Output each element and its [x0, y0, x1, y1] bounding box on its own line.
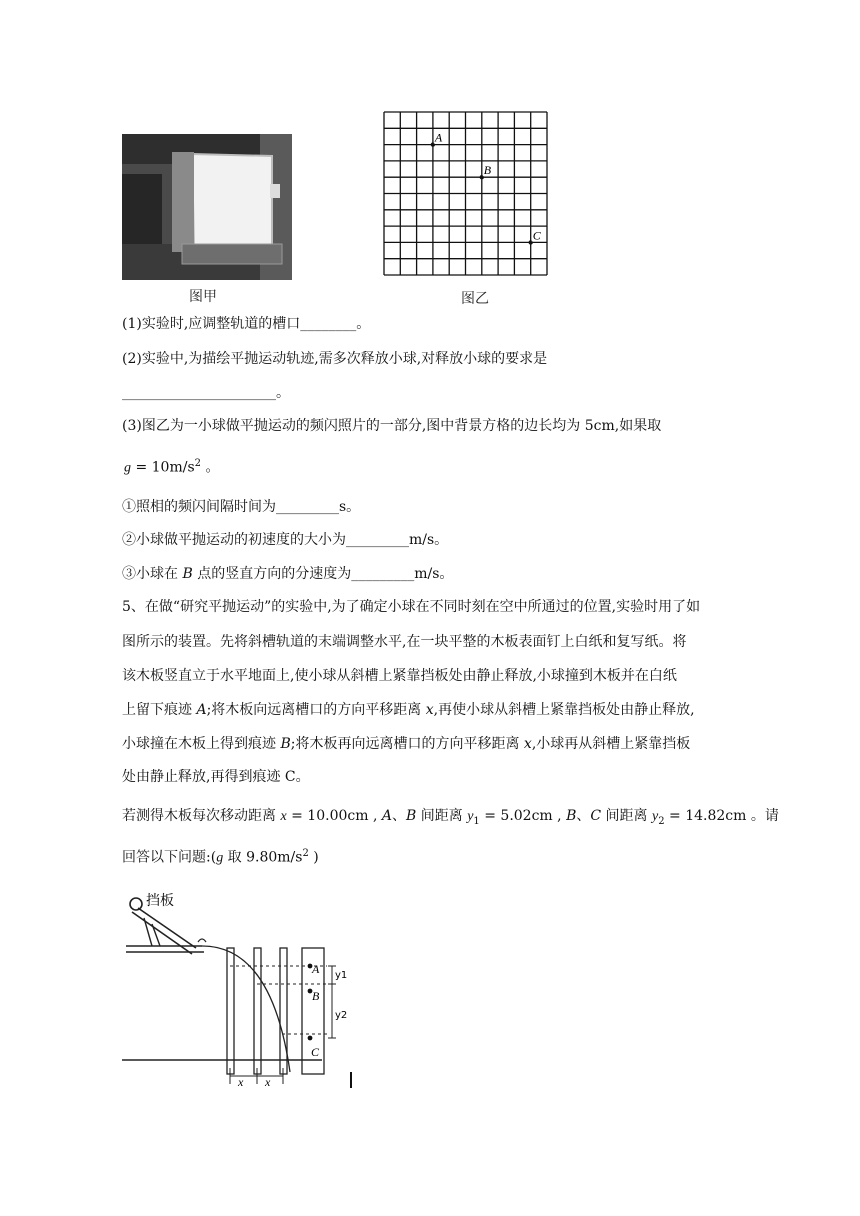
s3-post: 点的竖直方向的分速度为_________m/s。: [192, 566, 454, 582]
question-1: (1)实验时,应调整轨道的槽口________。: [122, 316, 371, 332]
r3: ): [308, 849, 319, 866]
p5-4b: A: [196, 702, 207, 718]
m6: 、: [576, 808, 591, 824]
g-exponent: 2: [194, 458, 201, 469]
r-g: g: [216, 850, 224, 866]
m-b2: B: [566, 808, 577, 824]
m8: = 14.82cm 。请: [664, 808, 779, 824]
text-cursor: [350, 1072, 352, 1088]
question-2-line-2: ______________________。: [122, 385, 290, 401]
m1: 若测得木板每次移动距离: [122, 808, 281, 824]
p5-5b: B: [280, 736, 291, 752]
answer-prompt-line: [122, 844, 319, 869]
sub-question-2: ②小球做平抛运动的初速度的大小为_________m/s。: [122, 532, 449, 548]
grid-label-a: A: [434, 130, 443, 145]
s3-pre: ③小球在: [122, 566, 183, 582]
m-y1: y: [467, 809, 474, 824]
m-b: B: [405, 808, 417, 824]
label-x1: x: [238, 1075, 244, 1089]
apparatus-diagram: [122, 880, 352, 1090]
m3: 、: [391, 808, 406, 824]
p5-5e: ,小球再从斜槽上紧靠挡板: [531, 736, 691, 752]
problem-5-line-2: 图所示的装置。先将斜槽轨道的末端调整水平,在一块平整的木板表面钉上白纸和复写纸。将: [122, 634, 687, 650]
problem-5-line-5: [122, 734, 690, 754]
p5-4e: ,再使小球从斜槽上紧靠挡板处由静止释放,: [433, 702, 695, 718]
question-3-line-1: (3)图乙为一小球做平抛运动的频闪照片的一部分,图中背景方格的边长均为 5cm,如果取: [122, 418, 662, 434]
trace-c-dot: [308, 1036, 313, 1041]
problem-5-line-3: 该木板竖直立于水平地面上,使小球从斜槽上紧靠挡板处由静止释放,小球撞到木板并在白纸: [122, 668, 677, 684]
g-symbol: g: [124, 460, 131, 476]
label-y1: y1: [335, 970, 348, 981]
m-c: C: [590, 808, 602, 824]
problem-5-line-1: 5、在做“研究平抛运动”的实验中,为了确定小球在不同时刻在空中所通过的位置,实验时用了如: [122, 599, 701, 615]
photo-caption: 图甲: [189, 289, 217, 305]
p5-5d: x: [523, 736, 532, 752]
baffle-label: 挡板: [146, 893, 174, 909]
p5-5c: ;将木板再向远离槽口的方向平移距离: [290, 736, 524, 752]
m4: 间距离: [416, 808, 468, 824]
question-2-line-1: (2)实验中,为描绘平抛运动轨迹,需多次释放小球,对释放小球的要求是: [122, 351, 548, 367]
grid-label-b: B: [483, 163, 492, 178]
m5: = 5.02cm ,: [479, 808, 567, 824]
m2: = 10.00cm ,: [286, 808, 382, 824]
m-y2-sub: 2: [658, 815, 665, 827]
g-value: = 10m/s: [131, 459, 195, 476]
apparatus-photo: [122, 134, 292, 280]
sub-question-1: ①照相的频闪间隔时间为_________s。: [122, 499, 361, 515]
problem-5-line-4: [122, 700, 695, 720]
label-c: C: [311, 1045, 320, 1059]
grid-caption: 图乙: [461, 291, 489, 307]
r2: 取 9.80m/s: [223, 849, 303, 866]
question-3-gravity: [124, 454, 219, 479]
r-exp: 2: [302, 848, 309, 859]
m7: 间距离: [601, 808, 652, 824]
m-a: A: [381, 808, 392, 824]
grid-figure: [380, 108, 560, 304]
p5-4d: x: [425, 702, 434, 718]
m-y2: y: [651, 809, 659, 824]
m-x: x: [280, 809, 287, 824]
r1: 回答以下问题:(: [122, 849, 217, 866]
measurement-line: [122, 806, 779, 832]
problem-5-line-6: 处由静止释放,再得到痕迹 C。: [122, 769, 310, 785]
sub-question-3: [122, 564, 453, 584]
g-end: 。: [201, 459, 220, 476]
s3-b: B: [182, 566, 193, 582]
grid-label-c: C: [532, 228, 541, 243]
p5-4a: 上留下痕迹: [122, 702, 197, 718]
label-x2: x: [265, 1075, 271, 1089]
label-b: B: [312, 989, 320, 1003]
m-y1-sub: 1: [473, 815, 480, 827]
p5-5a: 小球撞在木板上得到痕迹: [122, 736, 281, 752]
p5-4c: ;将木板向远离槽口的方向平移距离: [206, 702, 426, 718]
label-a: A: [312, 962, 320, 976]
label-y2: y2: [335, 1010, 348, 1021]
